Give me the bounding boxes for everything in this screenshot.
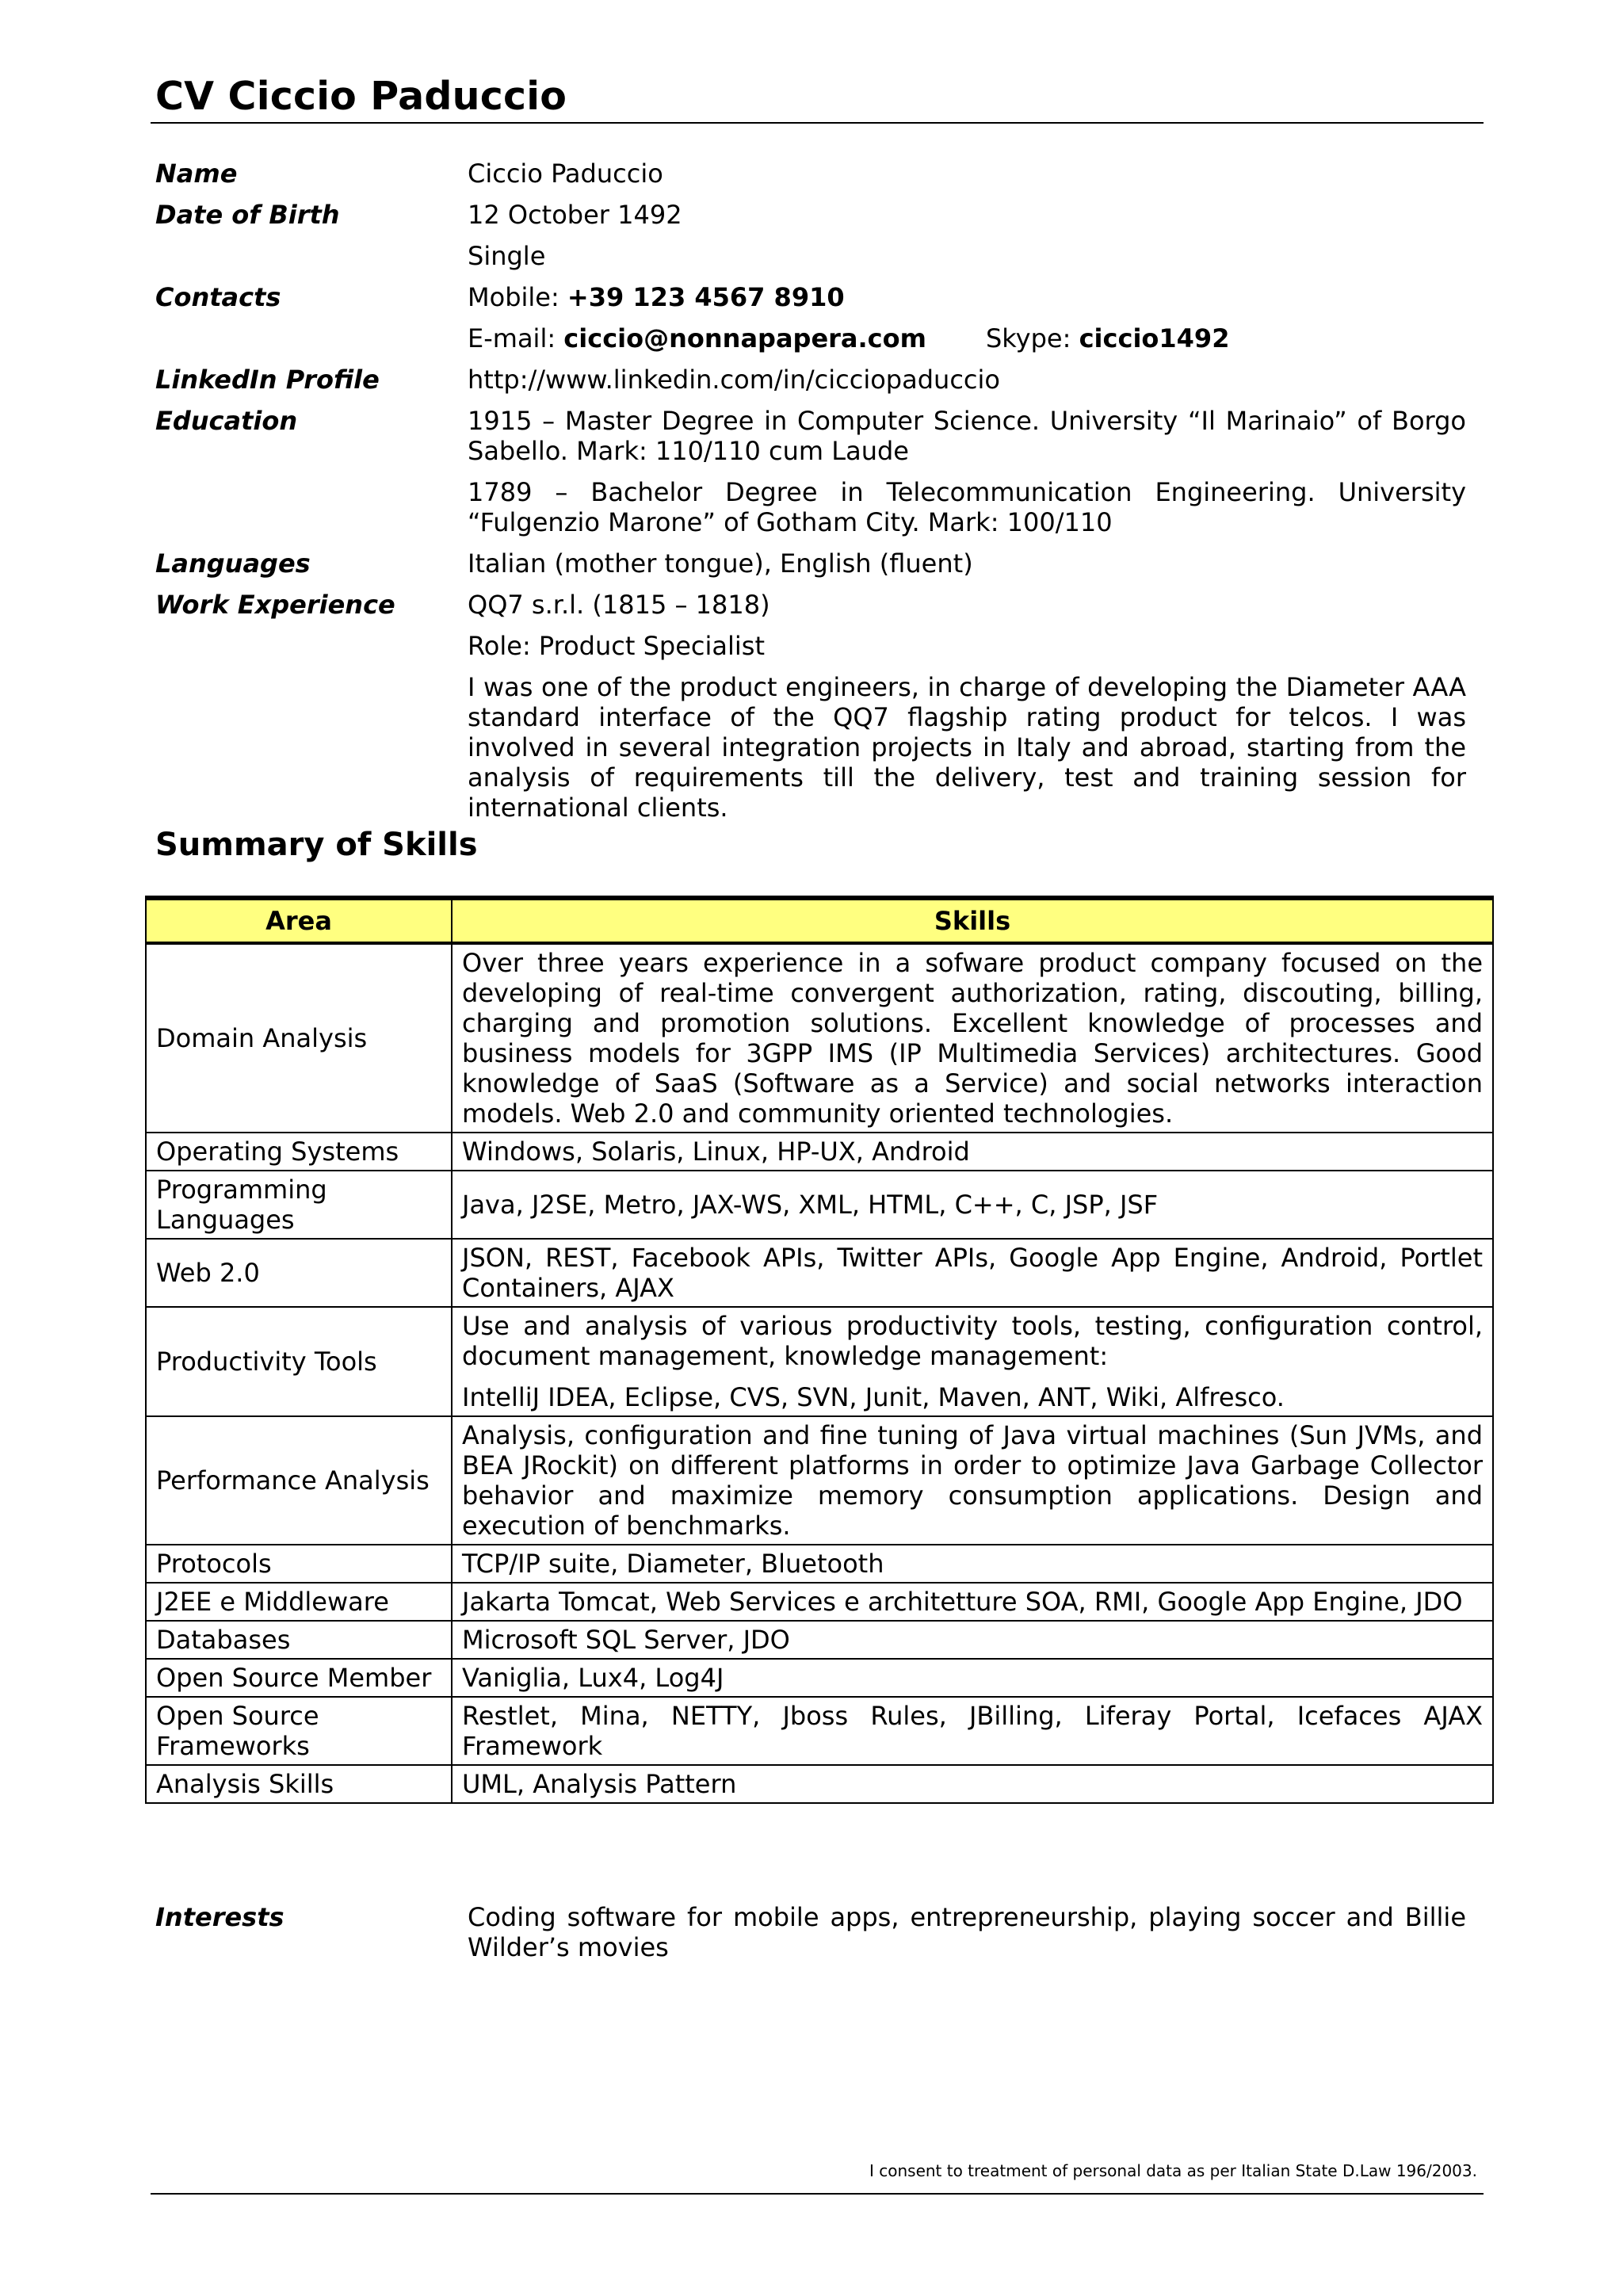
contacts-row (155, 282, 1471, 312)
education-label: Education (155, 406, 298, 436)
interests-value: Coding software for mobile apps, entrepreneurship, playing soccer and Billie Wilder’s movies (468, 1902, 1466, 1962)
skills-cell (452, 1765, 1493, 1803)
email-address: ciccio@nonnapapera.com (563, 323, 926, 353)
marital-status: Single (468, 241, 546, 271)
education-list (468, 406, 1466, 537)
header-skills: Skills (452, 898, 1493, 943)
area-cell: Open Source Frameworks (146, 1697, 452, 1765)
header-area: Area (146, 898, 452, 943)
skills-text: Microsoft SQL Server, JDO (462, 1625, 790, 1655)
mobile-number: +39 123 4567 8910 (567, 282, 845, 312)
work-company: QQ7 s.r.l. (1815 – 1818) (468, 590, 770, 620)
skills-cell (452, 1307, 1493, 1416)
title-divider (151, 122, 1484, 124)
page-title: CV Ciccio Paduccio (155, 74, 567, 119)
skills-text: Over three years experience in a sofware product company focused on the developing of real-time convergent authorization, rating, discouting, billing, charging and promotion solutions. Excellent knowledge of processes and business models for 3GPP IMS (IP Multimedia Services) architectures. Good knowledge of SaaS (Software as a Service) and social networks interaction models. Web 2.0 and community oriented technologies. (462, 948, 1483, 1129)
email-row (155, 323, 1471, 353)
education-item-bachelor: 1789 – Bachelor Degree in Telecommunication Engineering. University “Fulgenzio Marone” of Gotham City. Mark: 100/110 (468, 477, 1466, 537)
table-row (146, 943, 1493, 1133)
personal-info (155, 159, 1471, 834)
skills-text: IntelliJ IDEA, Eclipse, CVS, SVN, Junit, Maven, ANT, Wiki, Alfresco. (462, 1382, 1285, 1412)
skills-cell (452, 1621, 1493, 1659)
skills-text: Java, J2SE, Metro, JAX-WS, XML, HTML, C++, C, JSP, JSF (462, 1190, 1159, 1220)
interests-row (155, 1902, 1471, 1962)
languages-label: Languages (155, 548, 311, 579)
skype-block (986, 323, 1229, 353)
work-details (468, 590, 1466, 823)
area-cell: Protocols (146, 1545, 452, 1583)
table-row (146, 1621, 1493, 1659)
name-label: Name (155, 159, 238, 189)
skills-cell (452, 1545, 1493, 1583)
table-row (146, 1239, 1493, 1307)
languages-row (155, 548, 1471, 579)
skills-cell (452, 1416, 1493, 1545)
skills-table-header (146, 898, 1493, 943)
work-row (155, 590, 1471, 823)
work-description: I was one of the product engineers, in charge of developing the Diameter AAA standard interface of the QQ7 flagship rating product for telcos. I was involved in several integration projects in Italy and abroad, starting from the analysis of requirements till the delivery, test and training session for international clients. (468, 672, 1466, 823)
footer-divider (151, 2193, 1484, 2195)
email-prefix: E-mail: (468, 323, 564, 353)
dob-row (155, 200, 1471, 230)
table-row (146, 1697, 1493, 1765)
skills-text: Windows, Solaris, Linux, HP-UX, Android (462, 1137, 970, 1167)
education-item-master: 1915 – Master Degree in Computer Science. University “Il Marinaio” of Borgo Sabello. Mark: 110/110 cum Laude (468, 406, 1466, 466)
languages-value: Italian (mother tongue), English (fluent) (468, 548, 973, 579)
area-cell: Analysis Skills (146, 1765, 452, 1803)
dob-label: Date of Birth (155, 200, 340, 230)
area-cell: Performance Analysis (146, 1416, 452, 1545)
name-row (155, 159, 1471, 189)
skills-cell (452, 1697, 1493, 1765)
table-row (146, 1659, 1493, 1697)
table-row (146, 1416, 1493, 1545)
mobile-prefix: Mobile: (468, 282, 567, 312)
skills-text: Analysis, configuration and fine tuning of Java virtual machines (Sun JVMs, and BEA JRockit) on different platforms in order to optimize Java Garbage Collector behavior and maximize memory consumption applications. Design and execution of benchmarks. (462, 1420, 1483, 1541)
table-row (146, 1545, 1493, 1583)
table-row (146, 1171, 1493, 1239)
dob-value: 12 October 1492 (468, 200, 682, 230)
email-line (468, 323, 1466, 353)
name-value: Ciccio Paduccio (468, 159, 663, 189)
interests-section (155, 1902, 1471, 1973)
skills-cell (452, 1583, 1493, 1621)
consent-note: I consent to treatment of personal data as per Italian State D.Law 196/2003. (869, 2161, 1477, 2180)
table-row (146, 1307, 1493, 1416)
linkedin-label: LinkedIn Profile (155, 365, 380, 395)
skills-text: Restlet, Mina, NETTY, Jboss Rules, JBilling, Liferay Portal, Icefaces AJAX Framework (462, 1701, 1483, 1761)
skype-id: ciccio1492 (1079, 323, 1230, 353)
linkedin-row (155, 365, 1471, 395)
skills-cell (452, 1171, 1493, 1239)
table-row (146, 1765, 1493, 1803)
skills-cell (452, 1133, 1493, 1171)
area-cell: Databases (146, 1621, 452, 1659)
work-label: Work Experience (155, 590, 395, 620)
skills-text: Jakarta Tomcat, Web Services e architetture SOA, RMI, Google App Engine, JDO (462, 1587, 1463, 1617)
skills-table (145, 896, 1494, 1804)
skills-heading: Summary of Skills (155, 827, 478, 863)
area-cell: Web 2.0 (146, 1239, 452, 1307)
skills-cell (452, 943, 1493, 1133)
education-row (155, 406, 1471, 537)
area-cell: Operating Systems (146, 1133, 452, 1171)
status-row (155, 241, 1471, 271)
skype-prefix: Skype: (985, 323, 1079, 353)
skills-text: TCP/IP suite, Diameter, Bluetooth (462, 1549, 884, 1579)
work-role: Role: Product Specialist (468, 631, 765, 661)
area-cell: J2EE e Middleware (146, 1583, 452, 1621)
skills-cell (452, 1239, 1493, 1307)
table-row (146, 1583, 1493, 1621)
area-cell: Productivity Tools (146, 1307, 452, 1416)
table-row (146, 1133, 1493, 1171)
skills-text: Vaniglia, Lux4, Log4J (462, 1663, 724, 1693)
interests-label: Interests (155, 1902, 285, 1932)
mobile-line (468, 282, 1466, 312)
skills-text: JSON, REST, Facebook APIs, Twitter APIs, Google App Engine, Android, Portlet Containers, AJAX (462, 1243, 1483, 1303)
area-cell: Open Source Member (146, 1659, 452, 1697)
area-cell: Domain Analysis (146, 943, 452, 1133)
skills-text: Use and analysis of various productivity tools, testing, configuration control, document management, knowledge management: (462, 1311, 1483, 1371)
linkedin-url: http://www.linkedin.com/in/cicciopaduccio (468, 365, 1000, 395)
area-cell: Programming Languages (146, 1171, 452, 1239)
skills-cell (452, 1659, 1493, 1697)
contacts-label: Contacts (155, 282, 281, 312)
skills-text: UML, Analysis Pattern (462, 1769, 737, 1799)
